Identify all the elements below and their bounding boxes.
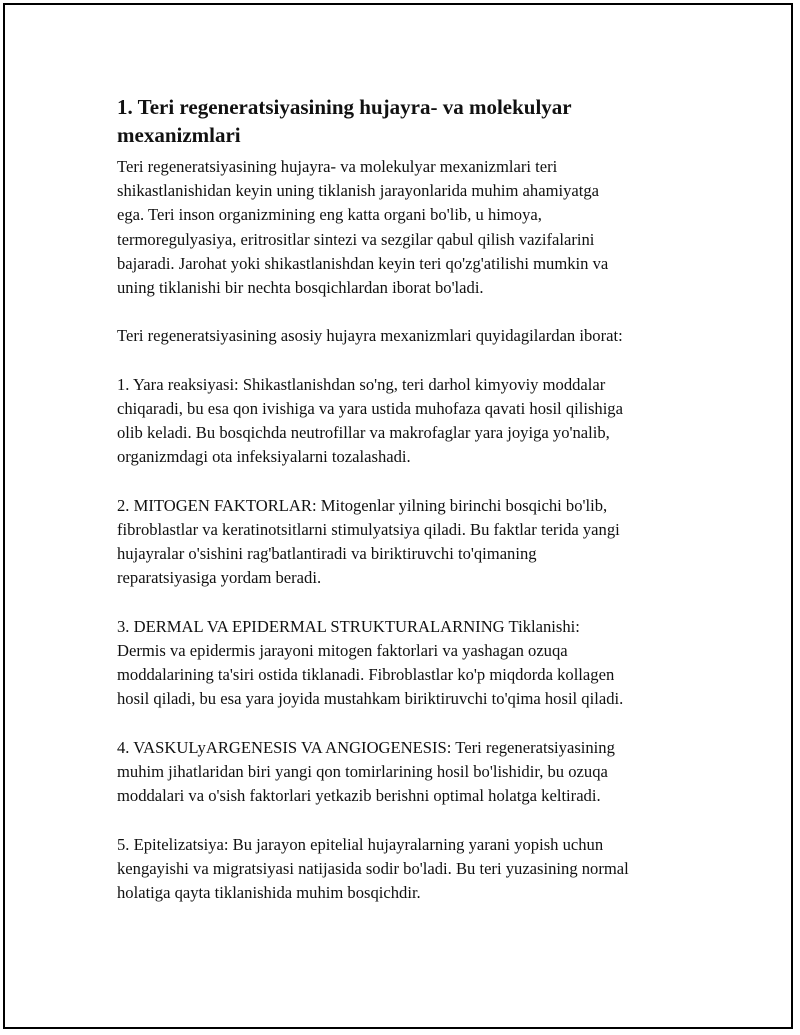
- list-item-mitogen-factors: 2. MITOGEN FAKTORLAR: Mitogenlar yilning birinchi bosqichi bo'lib, fibroblastlar va keratinotsitlarni stimulyatsiya qiladi. Bu faktlar terida yangi hujayralar o'sishini rag'batlantiradi va biriktiruvchi to'qimaning reparatsiyasiga yordam beradi.: [117, 495, 620, 588]
- list-item-vasculogenesis: 4. VASKULyARGENESIS VA ANGIOGENESIS: Teri regeneratsiyasining muhim jihatlaridan biri yangi qon tomirlarining hosil bo'lishidir, bu ozuqa moddalari va o'sish faktorlari yetkazib berishni optimal holatga keltiradi.: [117, 737, 615, 806]
- list-item-wound-reaction: 1. Yara reaksiyasi: Shikastlanishdan so'ng, teri darhol kimyoviy moddalar chiqaradi, bu esa qon ivishiga va yara ustida muhofaza qavati hosil qilishiga olib keladi. Bu bosqichda neutrofillar va makrofaglar yara joyiga yo'nalib, organizmdagi ota infeksiyalarni tozalashadi.: [117, 374, 623, 467]
- document-body: [117, 93, 707, 929]
- intro-paragraph: Teri regeneratsiyasining hujayra- va molekulyar mexanizmlari teri shikastlanishidan keyin uning tiklanish jarayonlarida muhim ahamiyatga ega. Teri inson organizmining eng katta organi bo'lib, u himoya, termoregulyasiya, eritrositlar sintezi va sezgilar qabul qilish vazifalarini bajaradi. Jarohat yoki shikastlanishdan keyin teri qo'zg'atilishi mumkin va uning tiklanishi bir nechta bosqichlardan iborat bo'ladi.: [117, 157, 609, 298]
- page-title: 1. Teri regeneratsiyasining hujayra- va molekulyar mexanizmlari: [117, 95, 572, 147]
- list-item-epithelization: 5. Epitelizatsiya: Bu jarayon epitelial hujayralarning yarani yopish uchun kengayishi va migratsiyasi natijasida sodir bo'ladi. Bu teri yuzasining normal holatiga qayta tiklanishida muhim bosqichdir.: [117, 834, 629, 902]
- list-item-dermal-epidermal: 3. DERMAL VA EPIDERMAL STRUKTURALARNING Tiklanishi: Dermis va epidermis jarayoni mitogen faktorlari va yashagan ozuqa moddalarining ta'siri ostida tiklanadi. Fibroblastlar ko'p miqdorda kollagen hosil qiladi, bu esa yara joyida mustahkam biriktiruvchi to'qima hosil qiladi.: [117, 616, 624, 709]
- list-lead-paragraph: Teri regeneratsiyasining asosiy hujayra mexanizmlari quyidagilardan iborat:: [117, 326, 623, 346]
